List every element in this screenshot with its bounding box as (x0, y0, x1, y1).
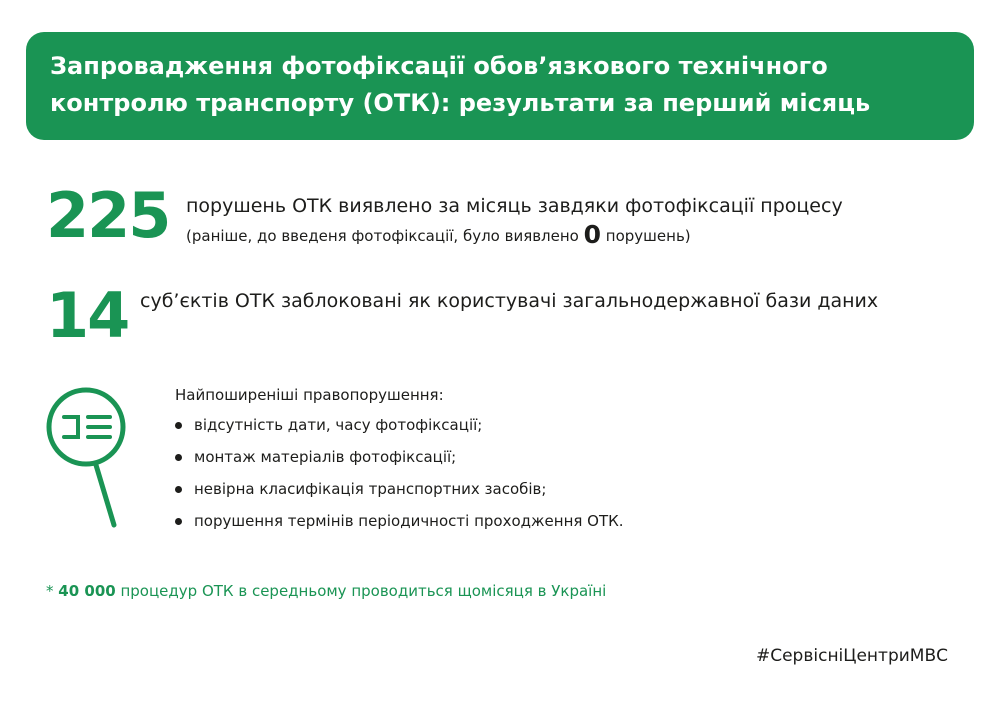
note-text-before: (раніше, до введеня фотофіксації, було виявлено (186, 227, 584, 245)
violations-list (175, 414, 624, 542)
violations-count-description: порушень ОТК виявлено за місяць завдяки фотофіксації процесу (186, 195, 843, 217)
list-item-text: відсутність дати, часу фотофіксації; (194, 416, 483, 434)
footnote (46, 580, 606, 602)
list-item (175, 446, 624, 468)
list-item-text: невірна класифікація транспортних засобів; (194, 480, 547, 498)
magnifier-document-icon (44, 385, 144, 531)
list-item (175, 510, 624, 532)
blocked-subjects-count: 14 (46, 279, 129, 352)
page-title-line-1: Запровадження фотофіксації обов’язкового технічного (50, 52, 828, 80)
list-item (175, 414, 624, 436)
violations-list-title: Найпоширеніші правопорушення: (175, 386, 444, 404)
bullet-icon (175, 486, 182, 493)
title-banner (26, 32, 974, 140)
footnote-prefix: * (46, 582, 59, 600)
hashtag: #СервісніЦентриМВС (755, 646, 948, 666)
bullet-icon (175, 518, 182, 525)
list-item-text: порушення термінів періодичності проходження ОТК. (194, 512, 624, 530)
footnote-number: 40 000 (58, 582, 116, 600)
footnote-text: процедур ОТК в середньому проводиться щомісяця в Україні (115, 582, 607, 600)
bullet-icon (175, 422, 182, 429)
bullet-icon (175, 454, 182, 461)
note-text-after: порушень) (601, 227, 691, 245)
note-previous-count: 0 (583, 220, 602, 249)
page-title-line-2: контролю транспорту (ОТК): результати за перший місяць (50, 89, 871, 117)
violations-count: 225 (46, 179, 170, 252)
blocked-subjects-description: суб’єктів ОТК заблоковані як користувачі загальнодержавної бази даних (140, 290, 879, 312)
violations-count-note (186, 222, 691, 249)
list-item-text: монтаж матеріалів фотофіксації; (194, 448, 457, 466)
list-item (175, 478, 624, 500)
